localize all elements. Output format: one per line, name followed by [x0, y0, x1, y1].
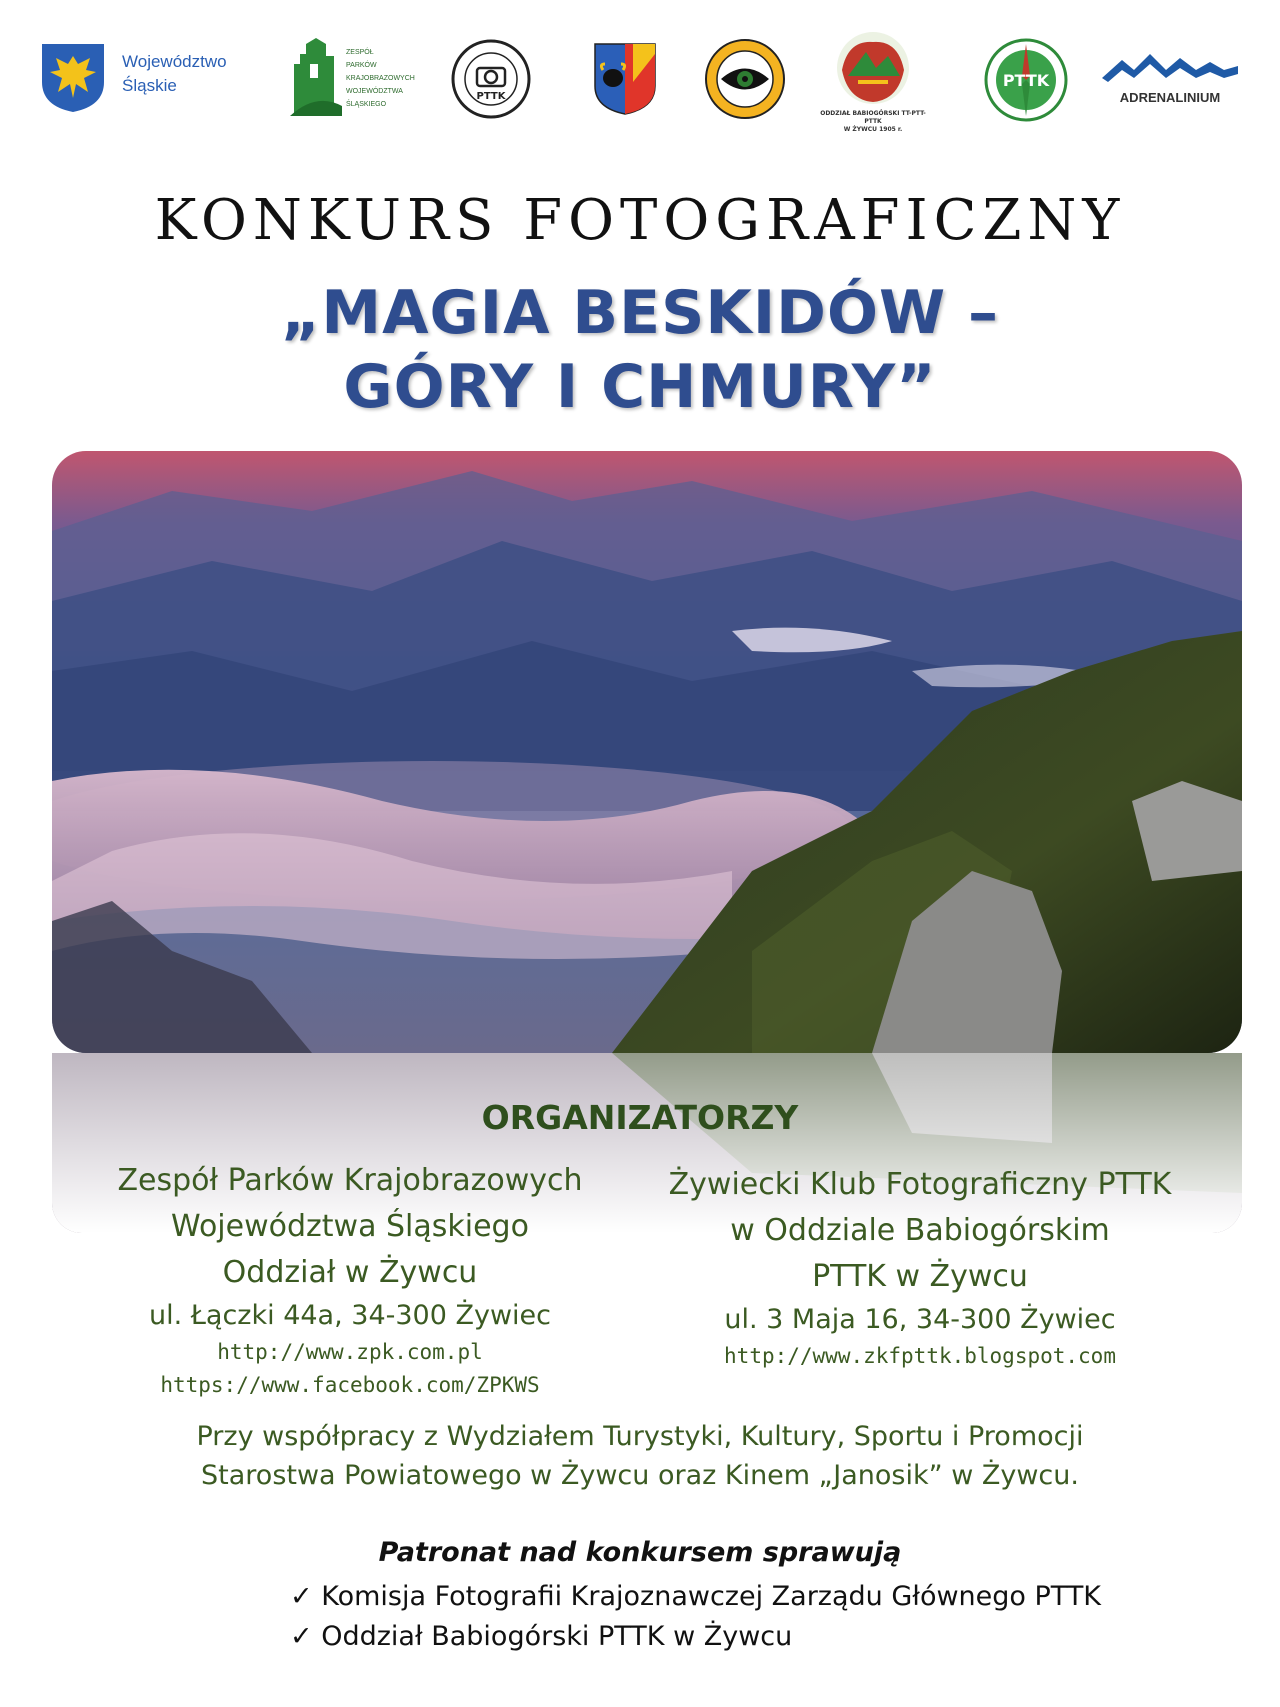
- bison-shield-icon: [593, 42, 657, 116]
- zkf-center-text: PTTK: [476, 91, 506, 102]
- adrenalinium-text: ADRENALINIUM: [1119, 90, 1221, 105]
- powiat-zywiecki-coat-of-arms: [593, 42, 657, 116]
- zkf-pttk-logo: [450, 38, 532, 120]
- organizer-name-line: Zespół Parków Krajobrazowych: [117, 1163, 583, 1198]
- cooperation-line1: Przy współpracy z Wydziałem Turystyki, Kultury, Sportu i Promocji: [196, 1421, 1084, 1452]
- wojewodztwo-slaskie-logo: [40, 42, 250, 114]
- oddzial-babiogorski-logo: [818, 30, 928, 133]
- organizer-name-line: PTTK w Żywcu: [812, 1259, 1028, 1294]
- organizer-right: [640, 1162, 1200, 1373]
- organizer-website-link[interactable]: http://www.zpk.com.pl: [217, 1340, 483, 1364]
- mountain-wave-icon: [1100, 48, 1240, 84]
- pttk-logo-text: PTTK: [1002, 71, 1050, 90]
- adrenalinium-logo: [1100, 48, 1240, 118]
- camera-badge-icon: [450, 38, 532, 120]
- kfk-zg-pttk-logo: [704, 38, 786, 120]
- organizer-name-line: Województwa Śląskiego: [171, 1209, 529, 1244]
- list-item: [290, 1617, 1101, 1657]
- contest-title-line2: GÓRY I CHMURY”: [343, 352, 937, 422]
- sponsor-logos: [0, 30, 1280, 133]
- zpk-logo: [290, 34, 420, 120]
- organizer-address: ul. 3 Maja 16, 34-300 Żywiec: [724, 1304, 1116, 1335]
- organizer-blog-link[interactable]: http://www.zkfpttk.blogspot.com: [724, 1344, 1116, 1368]
- checkmark-icon: ✓: [290, 1581, 313, 1612]
- logo-text-line2: Śląskie: [122, 76, 177, 95]
- zpk-line: KRAJOBRAZOWYCH: [346, 75, 415, 82]
- patronage-list: [290, 1577, 1101, 1657]
- oddzial-logo-text: ODDZIAŁ BABIOGÓRSKI TT-PTT-PTTK: [820, 110, 926, 125]
- contest-type-heading: KONKURS FOTOGRAFICZNY: [154, 188, 1126, 253]
- organizer-name-line: Oddział w Żywcu: [222, 1255, 478, 1290]
- mountain-emblem-icon: [818, 30, 928, 110]
- mountain-cloud-photo: [52, 451, 1242, 1053]
- list-item: [290, 1577, 1101, 1617]
- pttk-logo: [984, 38, 1068, 122]
- eye-badge-icon: [704, 38, 786, 120]
- logo-text-line1: Województwo: [122, 52, 227, 71]
- contest-title: [0, 276, 1280, 424]
- zpk-line: ŚLĄSKIEGO: [346, 101, 387, 108]
- patron-name: Komisja Fotografii Krajoznawczej Zarządu Głównego PTTK: [321, 1581, 1102, 1612]
- organizer-facebook-link[interactable]: https://www.facebook.com/ZPKWS: [160, 1373, 540, 1397]
- zpk-line: PARKÓW: [346, 62, 377, 69]
- patron-name: Oddział Babiogórski PTTK w Żywcu: [321, 1621, 793, 1652]
- organizer-name-line: Żywiecki Klub Fotograficzny PTTK: [668, 1167, 1172, 1202]
- organizer-name-line: w Oddziale Babiogórskim: [730, 1213, 1110, 1248]
- eagle-coat-of-arms-icon: [40, 42, 106, 114]
- zpk-line: ZESPÓŁ: [346, 49, 374, 56]
- cooperation-line2: Starostwa Powiatowego w Żywcu oraz Kinem „Janosik” w Żywcu.: [201, 1460, 1079, 1491]
- organizer-left: [90, 1158, 610, 1402]
- organizer-address: ul. Łączki 44a, 34-300 Żywiec: [148, 1300, 552, 1331]
- cooperation-note: [0, 1417, 1280, 1495]
- contest-title-line1: „MAGIA BESKIDÓW –: [280, 278, 1000, 348]
- checkmark-icon: ✓: [290, 1621, 313, 1652]
- organizers-heading: ORGANIZATORZY: [481, 1098, 799, 1137]
- castle-ruin-icon: [290, 34, 342, 116]
- mountain-landscape-image: [52, 451, 1242, 1053]
- patronage-heading: Patronat nad konkursem sprawują: [378, 1537, 902, 1568]
- oddzial-logo-sub: W ŻYWCU 1905 r.: [843, 126, 903, 133]
- zpk-line: WOJEWÓDZTWA: [346, 88, 403, 95]
